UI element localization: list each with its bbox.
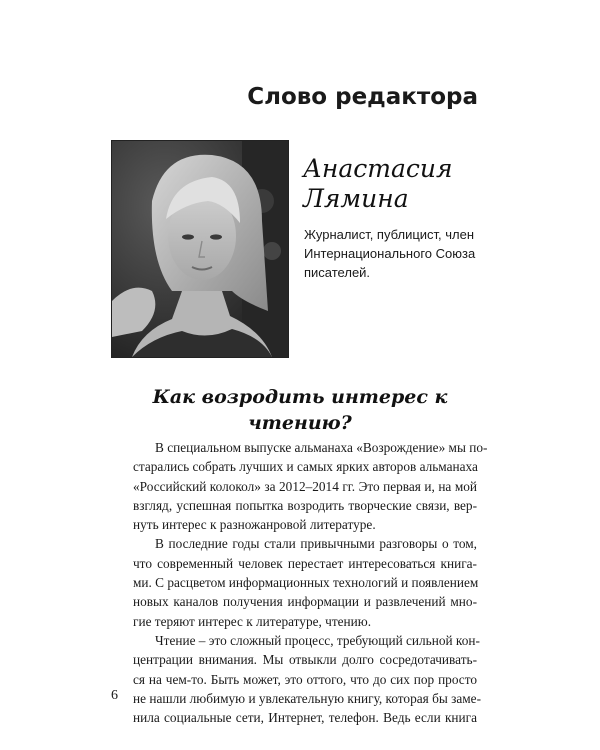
text-line: взгляд, успешная попытка возродить творческие связи, вер- bbox=[133, 497, 477, 513]
text-line: нуть интерес к разножанровой литературе. bbox=[133, 517, 376, 533]
text-line: гие теряют интерес к литературе, чтению. bbox=[133, 613, 372, 629]
text-line: «Российский колокол» за 2012–2014 гг. Это первая и, на мой bbox=[133, 478, 477, 494]
paragraph bbox=[111, 534, 477, 630]
text-line: ся на чем-то. Быть может, это оттого, что до сих пор просто bbox=[133, 671, 477, 687]
text-line: ми. С расцветом информационных технологий и появлением bbox=[133, 575, 479, 591]
text-line: что современный человек перестает интересоваться книга- bbox=[133, 555, 477, 571]
text-line: новых каналов получения информации и развлечений мно- bbox=[133, 594, 477, 610]
article-heading: Как возродить интерес к чтению? bbox=[152, 386, 448, 434]
author-last-name: Лямина bbox=[303, 184, 409, 213]
author-first-name: Анастасия bbox=[303, 154, 453, 183]
text-line: центрации внимания. Мы отвыкли долго сосредотачивать- bbox=[133, 652, 477, 668]
paragraph bbox=[111, 631, 481, 727]
text-line: не нашли любимую и увлекательную книгу, которая бы заме- bbox=[133, 690, 481, 706]
author-name bbox=[303, 154, 493, 214]
text-line: старались собрать лучших и самых ярких авторов альманаха bbox=[133, 459, 478, 475]
article-body bbox=[111, 438, 488, 727]
text-line: В специальном выпуске альманаха «Возрождение» мы по- bbox=[155, 440, 488, 455]
author-description: Журналист, публицист, член Интернационального Союза писателей. bbox=[304, 227, 476, 280]
text-line: Чтение – это сложный процесс, требующий сильной кон- bbox=[155, 632, 480, 648]
section-title: Слово редактора bbox=[247, 84, 478, 110]
text-line: В последние годы стали привычными разговоры о том, bbox=[155, 536, 477, 552]
page-number: 6 bbox=[111, 688, 118, 703]
author-photo bbox=[111, 140, 289, 358]
text-line: нила социальные сети, Интернет, телефон. Ведь если книга bbox=[133, 710, 477, 726]
paragraph bbox=[111, 438, 488, 534]
